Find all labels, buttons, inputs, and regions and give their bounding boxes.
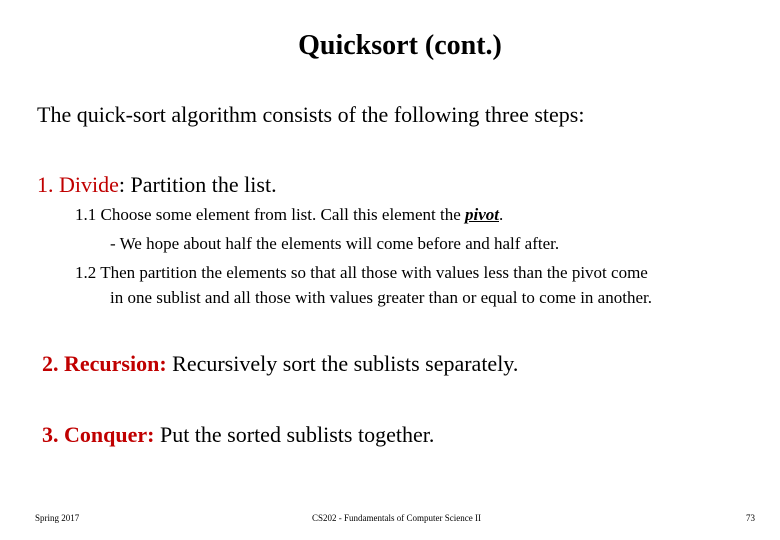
step-1-sub-1-note: - We hope about half the elements will come before and half after. <box>110 234 560 253</box>
intro-text: The quick-sort algorithm consists of the following three steps: <box>37 102 585 127</box>
sub-1-suffix: . <box>499 205 504 224</box>
pivot-term: pivot <box>465 205 499 224</box>
step-1-sub-1 <box>75 205 503 225</box>
step-1-sub-2-line-2: in one sublist and all those with values greater than or equal to come in another. <box>110 288 652 307</box>
footer-page-number: 73 <box>746 513 755 523</box>
step-1-text: Partition the list. <box>125 172 277 197</box>
step-3-label: 3. Conquer: <box>42 422 155 447</box>
step-1-name: Divide <box>59 172 119 197</box>
sub-1-prefix: 1.1 Choose some element from list. Call this element the <box>75 205 465 224</box>
step-2-label: 2. Recursion: <box>42 351 167 376</box>
step-2 <box>42 351 518 377</box>
footer-course: CS202 - Fundamentals of Computer Science II <box>312 513 481 523</box>
step-1-sub-2-line-1: 1.2 Then partition the elements so that all those with values less than the pivot come <box>75 263 648 282</box>
step-1-colon: : <box>118 172 126 197</box>
step-2-text: Recursively sort the sublists separately. <box>166 351 519 376</box>
slide-title: Quicksort (cont.) <box>298 30 502 61</box>
footer-date: Spring 2017 <box>35 513 80 523</box>
step-1 <box>37 172 277 198</box>
step-1-number: 1. <box>37 172 54 197</box>
step-3-text: Put the sorted sublists together. <box>154 422 435 447</box>
step-3 <box>42 422 434 448</box>
